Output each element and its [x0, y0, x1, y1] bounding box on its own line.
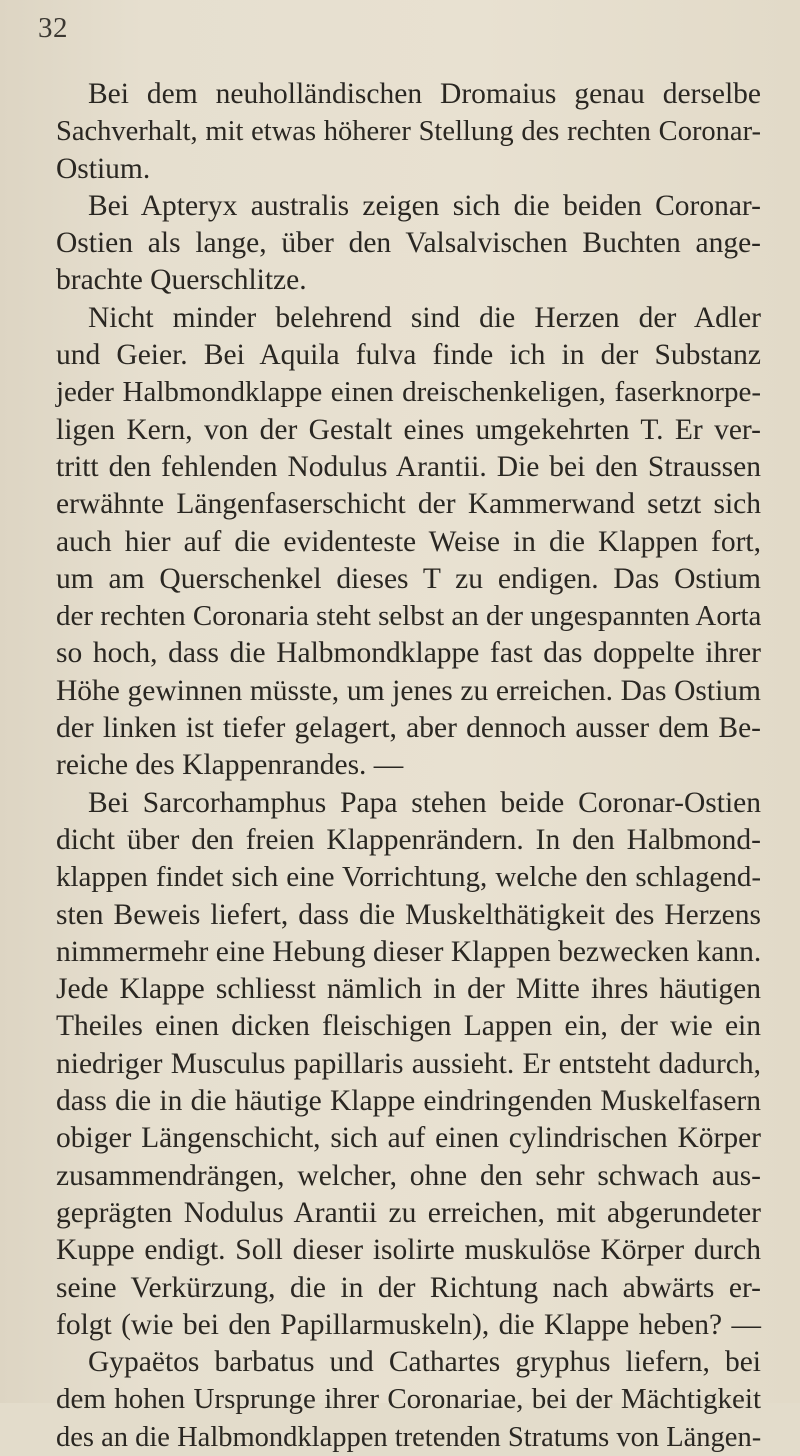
text-line: Theiles einen dicken fleischigen Lappen ein, der wie ein	[56, 1010, 761, 1043]
text-line: klappen findet sich eine Vorrichtung, welche den schlagend-	[56, 861, 761, 894]
text-line: geprägten Nodulus Arantii zu erreichen, mit abgerundeter	[56, 1196, 761, 1229]
text-line: obiger Längenschicht, sich auf einen cylindrischen Körper	[56, 1122, 761, 1155]
text-line: reiche des Klappenrandes. —	[56, 749, 404, 782]
text-line: Höhe gewinnen müsste, um jenes zu erreichen. Das Ostium	[56, 674, 761, 707]
text-line: dass die in die häutige Klappe eindringenden Muskelfasern	[56, 1085, 761, 1118]
page-number: 32	[38, 12, 68, 44]
text-line: Ostium.	[56, 152, 151, 185]
text-line: Bei Sarcorhamphus Papa stehen beide Coronar-Ostien	[88, 786, 761, 819]
text-line: niedriger Musculus papillaris aussieht. Er entsteht dadurch,	[56, 1047, 761, 1080]
text-line: Bei dem neuholländischen Dromaius genau derselbe	[88, 78, 761, 110]
text-line: erwähnte Längenfaserschicht der Kammerwand setzt sich	[56, 488, 761, 521]
text-line: Ostien als lange, über den Valsalvischen Buchten ange-	[56, 227, 761, 260]
text-line: Gypaëtos barbatus und Cathartes gryphus liefern, bei	[88, 1346, 761, 1379]
text-line: Jede Klappe schliesst nämlich in der Mitte ihres häutigen	[56, 973, 761, 1006]
text-line: und Geier. Bei Aquila fulva finde ich in der Substanz	[56, 339, 761, 372]
text-line: auch hier auf die evidenteste Weise in die Klappen fort,	[56, 525, 761, 558]
text-line: jeder Halbmondklappe einen dreischenkeligen, faserknorpe-	[56, 376, 761, 409]
text-line: zusammendrängen, welcher, ohne den sehr schwach aus-	[56, 1159, 761, 1192]
text-line: dem hohen Ursprunge ihrer Coronariae, bei der Mächtigkeit	[56, 1383, 761, 1416]
text-line: um am Querschenkel dieses T zu endigen. Das Ostium	[56, 562, 761, 595]
text-line: Nicht minder belehrend sind die Herzen der Adler	[88, 301, 761, 334]
text-line: seine Verkürzung, die in der Richtung nach abwärts er-	[56, 1271, 761, 1304]
text-line: folgt (wie bei den Papillarmuskeln), die Klappe heben? —	[56, 1308, 761, 1341]
text-line: Kuppe endigt. Soll dieser isolirte muskulöse Körper durch	[56, 1234, 761, 1267]
body-text	[56, 76, 761, 1456]
text-line: tritt den fehlenden Nodulus Arantii. Die bei den Straussen	[56, 450, 761, 483]
text-line: Bei Apteryx australis zeigen sich die beiden Coronar-	[88, 189, 761, 222]
text-line: der rechten Coronaria steht selbst an der ungespannten Aorta	[56, 600, 762, 633]
text-line: ligen Kern, von der Gestalt eines umgekehrten T. Er ver-	[56, 413, 761, 446]
text-line: des an die Halbmondklappen tretenden Stratums von Längen-	[56, 1421, 762, 1453]
text-line: dicht über den freien Klappenrändern. In den Halbmond-	[56, 823, 761, 856]
text-line: so hoch, dass die Halbmondklappe fast das doppelte ihrer	[56, 637, 761, 670]
text-line: brachte Querschlitze.	[56, 264, 307, 297]
text-line: der linken ist tiefer gelagert, aber dennoch ausser dem Be-	[56, 712, 761, 745]
text-line: nimmermehr eine Hebung dieser Klappen bezwecken kann.	[56, 935, 762, 968]
text-line: Sachverhalt, mit etwas höherer Stellung des rechten Coronar-	[56, 116, 761, 148]
text-line: sten Beweis liefert, dass die Muskelthätigkeit des Herzens	[56, 898, 761, 931]
